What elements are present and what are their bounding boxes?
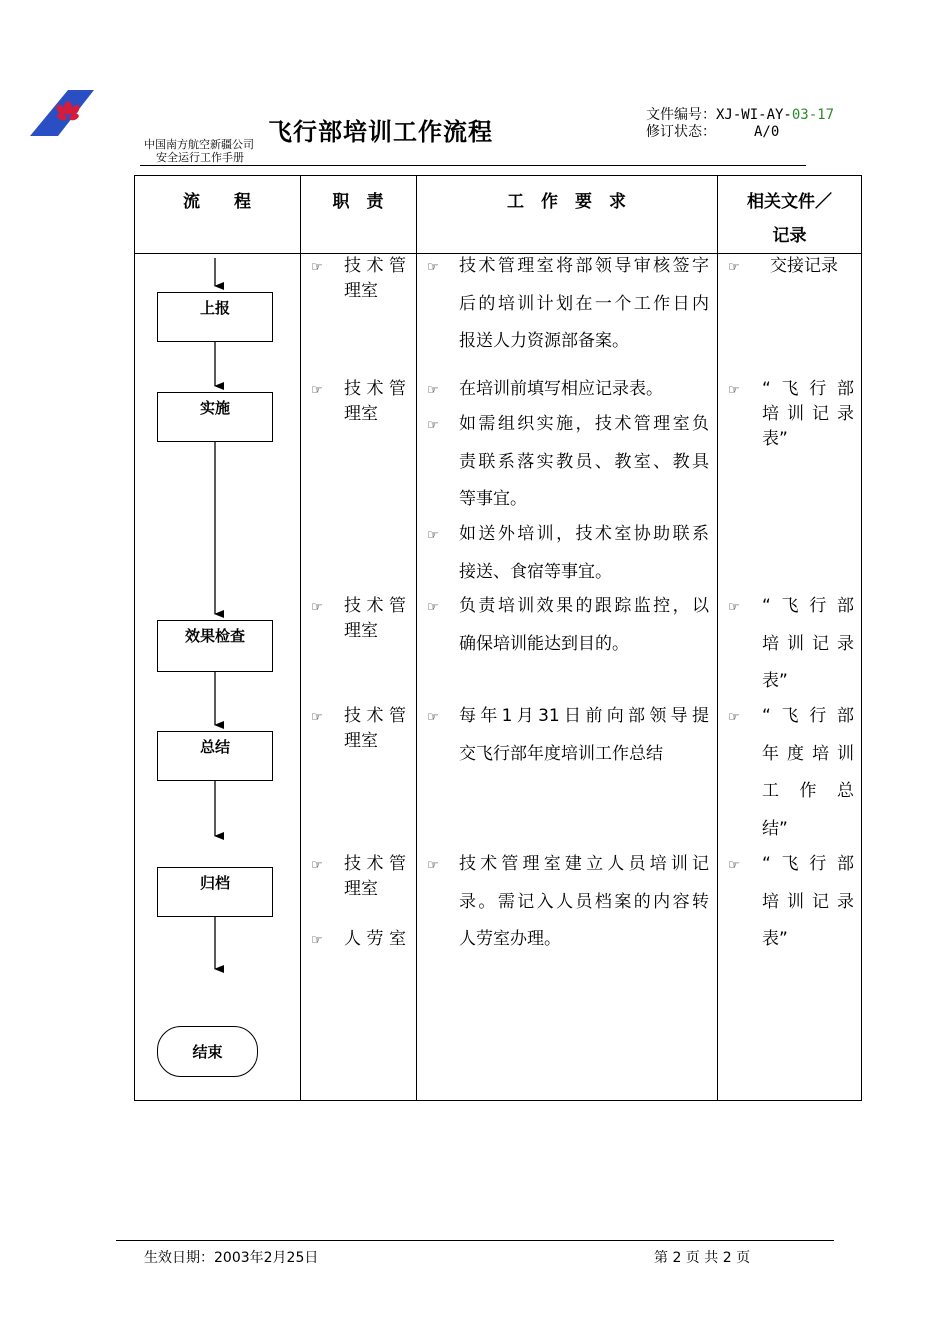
table-divider <box>300 175 301 1101</box>
duty-r5: 技术管 理室 <box>344 854 406 899</box>
manual-name: 安全运行工作手册 <box>156 151 244 164</box>
effective-date: 生效日期：2003年2月25日 <box>144 1250 319 1266</box>
bullet-icon: ☞ <box>427 260 439 275</box>
duty-r1: 技术管 理室 <box>344 256 406 301</box>
column-header-documents-2: 记录 <box>772 226 807 246</box>
document-r2: “飞行部 培训记录 表” <box>762 379 854 449</box>
document-number: 文件编号：XJ-WI-AY-03-17 <box>646 107 835 123</box>
bullet-icon: ☞ <box>311 858 323 873</box>
bullet-icon: ☞ <box>311 260 323 275</box>
page-title: 飞行部培训工作流程 <box>268 118 493 146</box>
bullet-icon: ☞ <box>427 418 439 433</box>
header-divider <box>140 165 806 166</box>
duty-r4: 技术管 理室 <box>344 706 406 751</box>
bullet-icon: ☞ <box>311 600 323 615</box>
document-r4: “飞行部 年度培训 工作总 结” <box>762 706 854 839</box>
column-header-duty: 职 责 <box>332 192 384 212</box>
requirement-r2a: 在培训前填写相应记录表。 <box>459 379 663 399</box>
document-r5: “飞行部 培训记录 表” <box>762 854 854 949</box>
bullet-icon: ☞ <box>427 858 439 873</box>
company-name: 中国南方航空新疆公司 <box>144 138 254 151</box>
requirement-r2c: 如送外培训，技术室协助联系 接送、食宿等事宜。 <box>459 524 709 582</box>
document-r3: “飞行部 培训记录 表” <box>762 596 854 691</box>
bullet-icon: ☞ <box>427 600 439 615</box>
column-header-documents: 相关文件／ <box>747 192 832 212</box>
bullet-icon: ☞ <box>728 600 740 615</box>
bullet-icon: ☞ <box>311 383 323 398</box>
bullet-icon: ☞ <box>427 383 439 398</box>
table-divider <box>416 175 417 1101</box>
flow-node-report: 上报 <box>157 292 273 342</box>
requirement-r5: 技术管理室建立人员培训记 录。需记入人员档案的内容转 人劳室办理。 <box>459 854 709 949</box>
table-divider <box>717 175 718 1101</box>
duty-r2: 技术管 理室 <box>344 379 406 424</box>
bullet-icon: ☞ <box>427 710 439 725</box>
company-logo-icon <box>28 88 94 136</box>
document-r1: 交接记录 <box>770 256 838 276</box>
column-header-requirements: 工 作 要 求 <box>507 192 626 212</box>
bullet-icon: ☞ <box>427 528 439 543</box>
requirement-r1: 技术管理室将部领导审核签字 后的培训计划在一个工作日内 报送人力资源部备案。 <box>459 256 709 351</box>
flow-node-summary: 总结 <box>157 731 273 781</box>
flowchart-arrows <box>134 253 300 1101</box>
flow-node-archive: 归档 <box>157 867 273 917</box>
page-number: 第 2 页 共 2 页 <box>654 1250 751 1266</box>
duty-r5-2: 人劳室 <box>344 929 406 949</box>
bullet-icon: ☞ <box>311 710 323 725</box>
bullet-icon: ☞ <box>728 858 740 873</box>
flow-node-implement: 实施 <box>157 392 273 442</box>
flow-node-end: 结束 <box>157 1026 258 1077</box>
requirement-r4: 每年1月31日前向部领导提 交飞行部年度培训工作总结 <box>459 706 709 764</box>
requirement-r2b: 如需组织实施，技术管理室负 责联系落实教员、教室、教具 等事宜。 <box>459 414 709 509</box>
column-header-flow: 流 程 <box>183 192 251 212</box>
bullet-icon: ☞ <box>311 933 323 948</box>
revision-status: 修订状态： A/0 <box>646 124 780 140</box>
bullet-icon: ☞ <box>728 260 740 275</box>
requirement-r3: 负责培训效果的跟踪监控，以 确保培训能达到目的。 <box>459 596 709 654</box>
flow-node-effect-check: 效果检查 <box>157 620 273 672</box>
footer-divider <box>116 1240 834 1241</box>
bullet-icon: ☞ <box>728 710 740 725</box>
duty-r3: 技术管 理室 <box>344 596 406 641</box>
bullet-icon: ☞ <box>728 383 740 398</box>
